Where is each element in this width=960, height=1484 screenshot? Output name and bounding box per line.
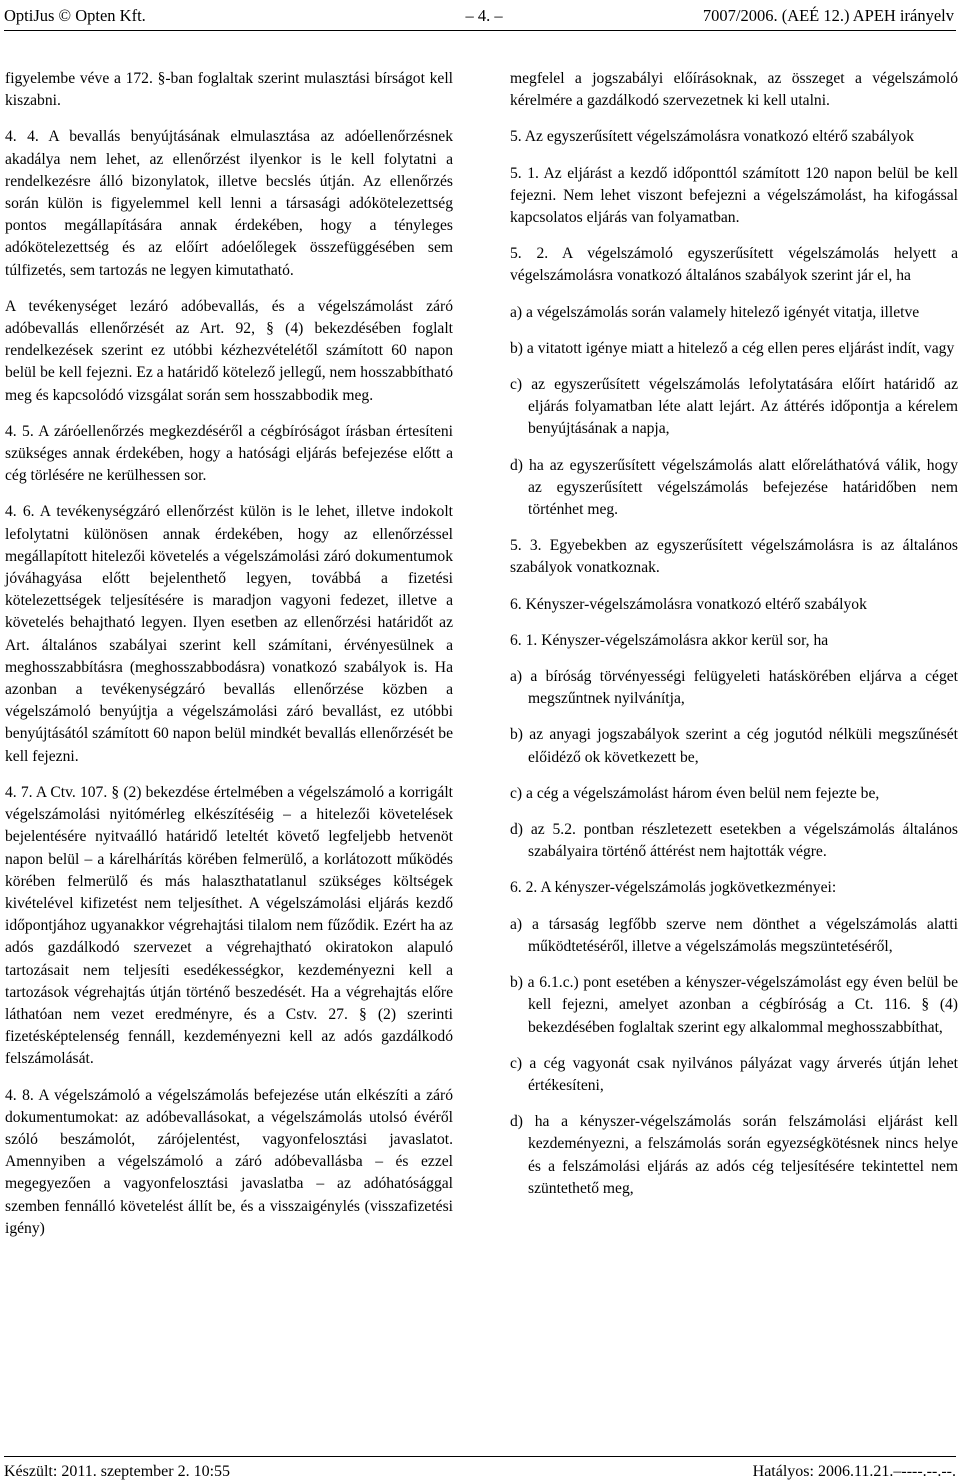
list-item: b) az anyagi jogszabályok szerint a cég jogutód nélküli megszűnését előidéző ok következett be, — [510, 726, 958, 766]
right-column — [510, 68, 958, 1214]
effective-date: Hatályos: 2006.11.21.–----.--.--. — [752, 1463, 956, 1480]
list-item: b) a 6.1.c.) pont esetében a kényszer-végelszámolást egy éven belül be kell fejezni, amelyet azonban a cégbíróság a Ct. 116. § (4) bekezdésében foglaltak szerint egy alkalommal meghosszabbíthat, — [510, 974, 958, 1036]
created-date: Készült: 2011. szeptember 2. 10:55 — [4, 1463, 231, 1480]
list-item: c) a cég vagyonát csak nyilvános pályázat vagy árverés útján lehet értékesíteni, — [510, 1054, 958, 1094]
paragraph: megfelel a jogszabályi előírásoknak, az összeget a végelszámoló kérelmére a gazdálkodó szervezetnek ki kell utalni. — [510, 70, 958, 110]
list-item: a) a végelszámolás során valamely hitelező igényét vitatja, illetve — [510, 303, 920, 321]
paragraph: 5. 1. Az eljárást a kezdő időponttól számított 120 napon belül be kell fejezni. Nem lehet viszont befejezni a végelszámolást, ha kifogással kapcsolatos eljárás van folyamatban. — [510, 164, 958, 227]
list-item: d) az 5.2. pontban részletezett esetekben a végelszámolás általános szabályaira történő áttérést nem hajtották végre. — [510, 821, 958, 861]
list-item: a) a bíróság törvényességi felügyeleti hatáskörében eljárva a céget megszűntnek nyilvánítja, — [510, 668, 958, 708]
list-item: c) a cég a végelszámolást három éven belül nem fejezte be, — [510, 784, 880, 802]
list-item: b) a vitatott igénye miatt a hitelező a cég ellen peres eljárást indít, vagy — [510, 339, 955, 357]
footer-divider — [4, 1456, 956, 1457]
page-number: – 4. – — [465, 6, 503, 25]
paragraph: 5. 3. Egyebekben az egyszerűsített végelszámolásra is az általános szabályok vonatkoznak. — [510, 537, 958, 577]
section-heading: 6. Kényszer-végelszámolásra vonatkozó eltérő szabályok — [510, 595, 867, 613]
paragraph: A tevékenységet lezáró adóbevallás, és a végelszámolást záró adóbevallás ellenőrzését az Art. 92, § (4) bekezdésében foglalt rendelkezések szerint ez utóbbi kézhezvételétől számított 60 napon belül be kell fejezni. Ez a határidő kötelező jellegű, nem hosszabbítható meg és kapcsolódó vizsgálat során sem hosszabbodik meg. — [5, 297, 453, 404]
paragraph: 5. 2. A végelszámoló egyszerűsített végelszámolás helyett a végelszámolásra vonatkozó általános szabályok szerint jár el, ha — [510, 245, 958, 285]
left-column — [5, 68, 453, 1254]
publisher-label: OptiJus © Opten Kft. — [4, 6, 146, 25]
list-item: d) ha az egyszerűsített végelszámolás alatt előreláthatóvá válik, hogy az egyszerűsített végelszámolás befejezése határidőben nem történhet meg. — [510, 456, 958, 519]
page-header — [4, 6, 954, 30]
paragraph: 4. 6. A tevékenységzáró ellenőrzést külön is le lehet, illetve indokolt lefolytatni különösen annak érdekében, hogy az ellenőrzéssel megállapított hitelezői követelés a végelszámolási záró dokumentumok jóváhagyása előtt bejelenthető legyen, továbbá a fizetési kötelezettségek teljesítésére is maradjon vagyoni fedezet, illetve a követelés behajtható legyen. Ilyen esetben az ellenőrzési határidőt az Art. általános szabályai szerint kell számítani, érvényesülnek a meghosszabbításra (meghosszabbodásra) vonatkozó szabályok is. Ha azonban a tevékenységzáró bevallás ellenőrzése közben a végelszámoló benyújtja a végelszámolási záró bevallást, ez utóbbi benyújtásától számított 60 napon belül mindkét bevallás ellenőrzését be kell fejezni. — [5, 503, 453, 765]
list-item: c) az egyszerűsített végelszámolás lefolytatására előírt határidő az eljárás folyamatban léte alatt lejárt. Az áttérés időpontja a kérelem benyújtásának a napja, — [510, 376, 958, 438]
paragraph: 4. 7. A Ctv. 107. § (2) bekezdése értelmében a végelszámoló a korrigált végelszámolási nyitómérleg elkészítéséig – a hitelezői követelések bejelentésére nyitvaálló határidő leteltét követő legfeljebb hetvenöt napon belül – a kárelhárítás körében felmerülő, a korlátozott működés körében felmerülő és más halaszthatatlanul szükséges költségek kivételével kifizetést nem teljesíthet. A végelszámolási eljárás kezdő időpontjához ugyanakkor végrehajtási tilalom nem fűződik. Ezért ha az adós gazdálkodó szervezet a végrehajtható okiratokon alapuló tartozásait nem teljesíti esedékességkor, kezdeményezni kell a tartozások végrehajtás útján történő beszedését. Ha a végrehajtás előre láthatóan nem vezet eredményre, és a Cstv. 27. § (2) szerinti fizetésképtelenség fennáll, kezdeményezni kell az adós gazdálkodó felszámolását. — [5, 783, 453, 1068]
paragraph: figyelembe véve a 172. §-ban foglaltak szerint mulasztási bírságot kell kiszabni. — [5, 70, 453, 110]
page-footer — [4, 1462, 956, 1482]
list-item: d) ha a kényszer-végelszámolás során felszámolási eljárást kell kezdeményezni, a felszámolás során egyezségkötésnek nincs helye és a felszámolási eljárás az adós cég teljesítésére tekintettel nem szüntethető meg, — [510, 1113, 958, 1197]
paragraph: 4. 4. A bevallás benyújtásának elmulasztása az adóellenőrzésnek akadálya nem lehet, az ellenőrzést ilyenkor is le kell folytatni a rendelkezésre álló bizonylatok, illetve becslés útján. Az ellenőrzés során külön is figyelemmel kell lenni a társasági adókötelezettség pontos megállapítására annak érdekében, hogy a tényleges adókötelezettség és az előírt adóelőlegek összefüggésében sem túlfizetés, sem tartozás ne legyen kimutatható. — [5, 128, 453, 279]
document-reference: 7007/2006. (AEÉ 12.) APEH irányelv — [702, 6, 954, 25]
header-divider — [4, 30, 956, 31]
section-heading: 5. Az egyszerűsített végelszámolásra vonatkozó eltérő szabályok — [510, 128, 914, 146]
list-item: a) a társaság legfőbb szerve nem dönthet a végelszámolás alatti működtetéséről, illetve a végelszámolás megszüntetéséről, — [510, 915, 958, 955]
paragraph: 4. 5. A záróellenőrzés megkezdéséről a cégbíróságot írásban értesíteni szükséges annak érdekében, hogy a hatósági eljárás befejezése előtt a cég törlésére ne kerülhessen sor. — [5, 422, 453, 485]
paragraph: 4. 8. A végelszámoló a végelszámolás befejezése után elkészíti a záró dokumentumokat: az adóbevallásokat, a végelszámolás utolsó évéről szóló beszámolót, zárójelentést, vagyonfelosztási javaslatot. Amennyiben a végelszámoló a záró adóbevallásba – és ezzel megegyezően a vagyonfelosztási javaslatba – az adóhatósággal szemben fennálló követelést állít be, és a visszaigénylés (visszafizetési igény) — [5, 1086, 453, 1237]
paragraph: 6. 2. A kényszer-végelszámolás jogkövetkezményei: — [510, 879, 837, 897]
paragraph: 6. 1. Kényszer-végelszámolásra akkor kerül sor, ha — [510, 631, 829, 649]
